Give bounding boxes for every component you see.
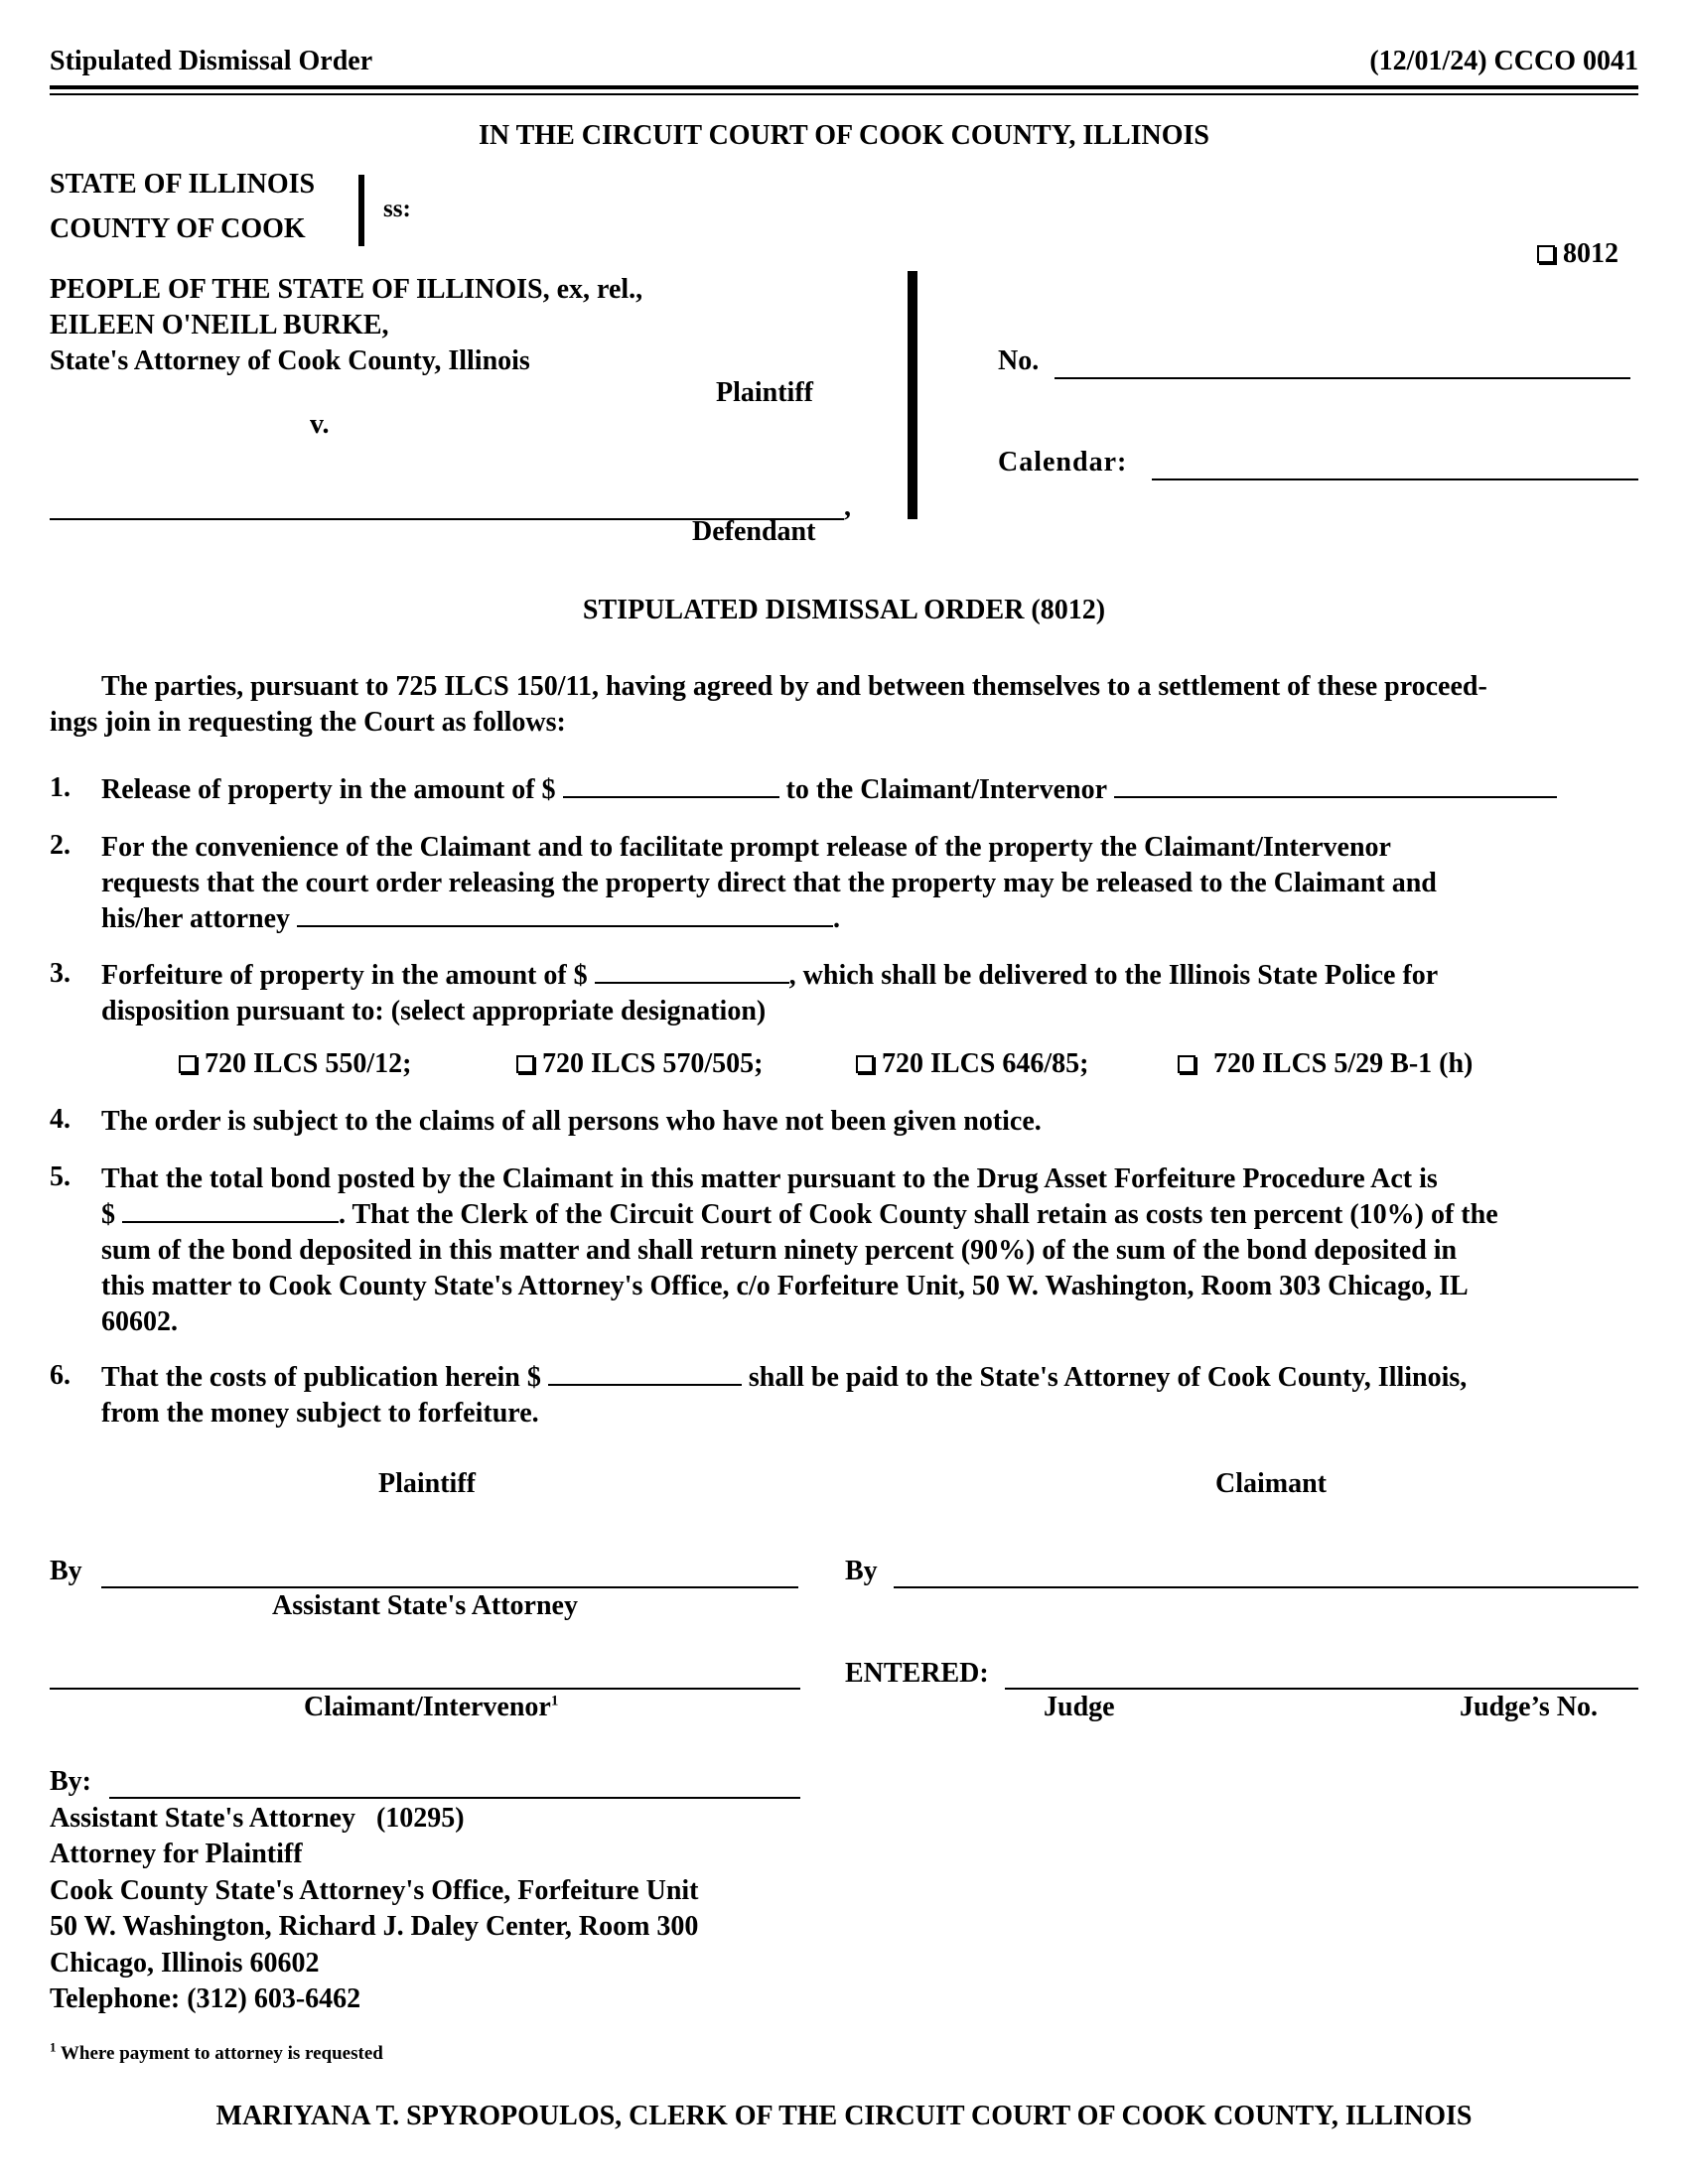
entered-label: ENTERED: <box>845 1658 989 1689</box>
form-code: (12/01/24) CCCO 0041 <box>1369 46 1638 76</box>
option-570-505[interactable] <box>516 1048 763 1080</box>
option-550-12-label: 720 ILCS 550/12; <box>205 1048 412 1079</box>
item2-line3-text: his/her attorney <box>101 903 291 934</box>
code-8012-checkbox[interactable] <box>1537 238 1618 270</box>
claimant-intervenor-caption <box>304 1692 558 1723</box>
item3-number: 3. <box>50 958 70 989</box>
option-550-12[interactable] <box>179 1048 411 1080</box>
plaintiff-label: Plaintiff <box>716 377 813 408</box>
item2-line1: For the convenience of the Claimant and to facilitate prompt release of the property the Claimant/Intervenor <box>101 832 1391 863</box>
case-no-label: No. <box>998 345 1040 376</box>
intro-line1: The parties, pursuant to 725 ILCS 150/11, having agreed by and between themselves to a settlement of these proceed- <box>101 671 1487 702</box>
item3-part1: Forfeiture of property in the amount of $ <box>101 960 588 991</box>
attorney-name-field[interactable] <box>297 903 833 927</box>
item3-part2: , which shall be delivered to the Illinois State Police for <box>788 960 1439 991</box>
item2-line3 <box>101 901 840 937</box>
item2-number: 2. <box>50 830 70 861</box>
attorney-by-label: By: <box>50 1766 91 1797</box>
attorney-line2: Attorney for Plaintiff <box>50 1839 303 1869</box>
option-5-29b1h[interactable] <box>1178 1048 1473 1080</box>
item1-part1: Release of property in the amount of $ <box>101 774 556 805</box>
caption-divider <box>908 271 917 519</box>
claimant-intervenor-field[interactable] <box>1114 774 1557 798</box>
item5-dollar: $ <box>101 1199 115 1230</box>
defendant-comma: , <box>844 491 851 522</box>
attorney-line5: Chicago, Illinois 60602 <box>50 1948 320 1979</box>
header-rule-thin <box>50 93 1638 95</box>
option-646-85-label: 720 ILCS 646/85; <box>882 1048 1089 1079</box>
attorney-line4: 50 W. Washington, Richard J. Daley Center, Room 300 <box>50 1911 699 1942</box>
publication-cost-field[interactable] <box>548 1362 742 1386</box>
footnote <box>50 2039 383 2065</box>
attorney-signature-line[interactable] <box>109 1797 800 1799</box>
item2-line2: requests that the court order releasing the property direct that the property may be released to the Claimant and <box>101 868 1437 898</box>
claimant-signature-line[interactable] <box>894 1586 1638 1588</box>
option-570-505-label: 720 ILCS 570/505; <box>542 1048 764 1079</box>
item5-line2-text: . That the Clerk of the Circuit Court of Cook County shall retain as costs ten percent (10%) of the <box>339 1199 1498 1230</box>
footnote-reference: 1 <box>550 1693 559 1709</box>
calendar-label: Calendar: <box>998 447 1128 478</box>
attorney-telephone: Telephone: (312) 603-6462 <box>50 1983 361 2014</box>
bond-amount-field[interactable] <box>122 1199 339 1223</box>
plaintiff-heading: Plaintiff <box>378 1468 476 1499</box>
item6-line1 <box>101 1360 1467 1396</box>
judge-signature-line[interactable] <box>1005 1688 1638 1690</box>
ss-bracket <box>358 175 364 246</box>
checkbox-icon <box>1178 1055 1196 1073</box>
claimant-heading: Claimant <box>1215 1468 1327 1499</box>
footnote-text: Where payment to attorney is requested <box>60 2043 383 2064</box>
court-title: IN THE CIRCUIT COURT OF COOK COUNTY, ILLINOIS <box>479 120 1209 151</box>
order-title: STIPULATED DISMISSAL ORDER (8012) <box>582 595 1106 625</box>
item5-line4: this matter to Cook County State's Attorney's Office, c/o Forfeiture Unit, 50 W. Washington, Room 303 Chicago, IL <box>101 1271 1469 1301</box>
item5-line1: That the total bond posted by the Claimant in this matter pursuant to the Drug Asset Forfeiture Procedure Act is <box>101 1163 1438 1194</box>
checkbox-icon <box>1537 245 1555 263</box>
item6-part2: shall be paid to the State's Attorney of Cook County, Illinois, <box>748 1362 1468 1393</box>
intro-line2: ings join in requesting the Court as follows: <box>50 707 566 738</box>
asa-caption: Assistant State's Attorney <box>272 1590 578 1621</box>
plaintiff-signature-line[interactable] <box>101 1586 798 1588</box>
item6-line2: from the money subject to forfeiture. <box>101 1398 539 1429</box>
defendant-label: Defendant <box>692 516 816 547</box>
versus-label: v. <box>310 409 330 440</box>
item6-part1: That the costs of publication herein $ <box>101 1362 541 1393</box>
claimant-by-label: By <box>845 1556 878 1586</box>
checkbox-icon <box>856 1055 874 1073</box>
item1-text <box>101 772 1557 808</box>
calendar-field[interactable] <box>1152 478 1638 480</box>
state-label: STATE OF ILLINOIS <box>50 169 316 200</box>
checkbox-icon <box>516 1055 534 1073</box>
plaintiff-line1: PEOPLE OF THE STATE OF ILLINOIS, ex, rel., <box>50 274 643 305</box>
item5-line3: sum of the bond deposited in this matter and shall return ninety percent (90%) of the sum of the bond deposited in <box>101 1235 1458 1266</box>
option-5-29b1h-label: 720 ILCS 5/29 B-1 (h) <box>1213 1048 1474 1079</box>
judge-number-caption: Judge’s No. <box>1460 1692 1598 1722</box>
forfeiture-amount-field[interactable] <box>595 960 789 984</box>
plaintiff-line2: EILEEN O'NEILL BURKE, <box>50 310 389 341</box>
claimant-intervenor-signature-line[interactable] <box>50 1688 800 1690</box>
item2-period: . <box>833 903 841 934</box>
item5-line2 <box>101 1197 1498 1233</box>
item3-line1 <box>101 958 1438 994</box>
item1-number: 1. <box>50 772 70 803</box>
item5-number: 5. <box>50 1161 70 1192</box>
plaintiff-line3: State's Attorney of Cook County, Illinois <box>50 345 530 376</box>
code-8012-label: 8012 <box>1563 238 1618 269</box>
option-646-85[interactable] <box>856 1048 1088 1080</box>
ss-label: ss: <box>383 196 411 222</box>
item1-part2: to the Claimant/Intervenor <box>785 774 1107 805</box>
claimant-intervenor-caption-text: Claimant/Intervenor <box>304 1692 551 1722</box>
item3-line2: disposition pursuant to: (select appropriate designation) <box>101 996 767 1026</box>
county-label: COUNTY OF COOK <box>50 213 306 244</box>
plaintiff-by-label: By <box>50 1556 82 1586</box>
header-rule-thick <box>50 85 1638 89</box>
item4-number: 4. <box>50 1104 70 1135</box>
form-name: Stipulated Dismissal Order <box>50 46 373 76</box>
attorney-line3: Cook County State's Attorney's Office, Forfeiture Unit <box>50 1875 699 1906</box>
judge-caption: Judge <box>1044 1692 1115 1722</box>
attorney-line1: Assistant State's Attorney (10295) <box>50 1803 465 1834</box>
item4-text: The order is subject to the claims of all persons who have not been given notice. <box>101 1106 1042 1137</box>
item6-number: 6. <box>50 1360 70 1391</box>
checkbox-icon <box>179 1055 197 1073</box>
clerk-footer: MARIYANA T. SPYROPOULOS, CLERK OF THE CIRCUIT COURT OF COOK COUNTY, ILLINOIS <box>215 2101 1473 2131</box>
footnote-mark: 1 <box>50 2039 57 2055</box>
release-amount-field[interactable] <box>563 774 779 798</box>
item5-line5: 60602. <box>101 1306 178 1337</box>
case-no-field[interactable] <box>1055 377 1630 379</box>
